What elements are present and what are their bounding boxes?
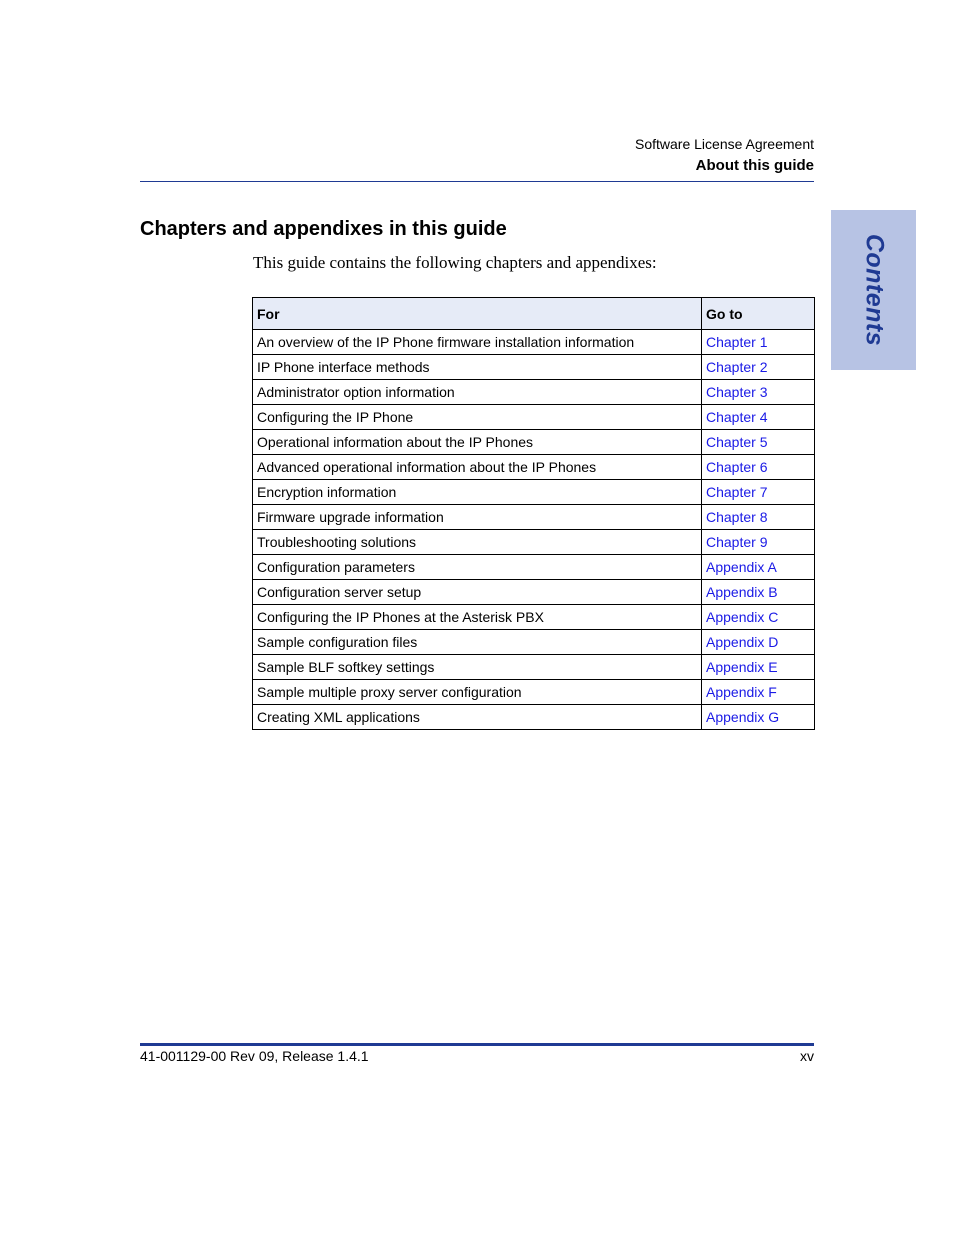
running-header-chapter: Software License Agreement [635, 136, 814, 152]
table-row [253, 455, 815, 480]
chapter-link[interactable]: Chapter 9 [706, 534, 768, 550]
row-description: Troubleshooting solutions [253, 530, 702, 555]
row-description: Configuration server setup [253, 580, 702, 605]
row-description: Configuration parameters [253, 555, 702, 580]
row-description: Firmware upgrade information [253, 505, 702, 530]
running-header-section: About this guide [695, 157, 814, 174]
table-row [253, 705, 815, 730]
column-header-go-to: Go to [702, 298, 815, 330]
table-row [253, 505, 815, 530]
chapter-link[interactable]: Chapter 8 [706, 509, 768, 525]
table-row [253, 655, 815, 680]
appendix-link[interactable]: Appendix B [706, 584, 778, 600]
table-row [253, 605, 815, 630]
table-row [253, 580, 815, 605]
appendix-link[interactable]: Appendix C [706, 609, 779, 625]
row-description: Creating XML applications [253, 705, 702, 730]
row-description: Sample configuration files [253, 630, 702, 655]
row-description: Configuring the IP Phones at the Asterisk PBX [253, 605, 702, 630]
row-description: IP Phone interface methods [253, 355, 702, 380]
appendix-link[interactable]: Appendix E [706, 659, 778, 675]
contents-tab-label: Contents [860, 233, 888, 347]
section-title: Chapters and appendixes in this guide [140, 218, 507, 240]
row-description: Operational information about the IP Phones [253, 430, 702, 455]
row-description: Configuring the IP Phone [253, 405, 702, 430]
table-row [253, 680, 815, 705]
table-row [253, 555, 815, 580]
chapter-link[interactable]: Chapter 2 [706, 359, 768, 375]
chapter-link[interactable]: Chapter 3 [706, 384, 768, 400]
appendix-link[interactable]: Appendix D [706, 634, 779, 650]
table-header-row [253, 298, 815, 330]
appendix-link[interactable]: Appendix G [706, 709, 780, 725]
footer-page-number: xv [800, 1048, 814, 1064]
table-row [253, 430, 815, 455]
row-description: Sample multiple proxy server configuration [253, 680, 702, 705]
contents-side-tab[interactable] [831, 210, 916, 370]
appendix-link[interactable]: Appendix A [706, 559, 777, 575]
row-description: Administrator option information [253, 380, 702, 405]
footer-divider [140, 1043, 814, 1046]
chapters-table [252, 297, 815, 730]
chapter-link[interactable]: Chapter 4 [706, 409, 768, 425]
row-description: Encryption information [253, 480, 702, 505]
chapter-link[interactable]: Chapter 6 [706, 459, 768, 475]
table-row [253, 380, 815, 405]
chapter-link[interactable]: Chapter 5 [706, 434, 768, 450]
column-header-for: For [253, 298, 702, 330]
table-row [253, 480, 815, 505]
table-row [253, 330, 815, 355]
row-description: Sample BLF softkey settings [253, 655, 702, 680]
footer-document-id: 41-001129-00 Rev 09, Release 1.4.1 [140, 1048, 369, 1064]
intro-paragraph: This guide contains the following chapters and appendixes: [253, 253, 657, 272]
table-row [253, 405, 815, 430]
row-description: Advanced operational information about the IP Phones [253, 455, 702, 480]
row-description: An overview of the IP Phone firmware installation information [253, 330, 702, 355]
table-row [253, 630, 815, 655]
chapter-link[interactable]: Chapter 7 [706, 484, 768, 500]
header-divider [140, 181, 814, 182]
table-row [253, 530, 815, 555]
table-row [253, 355, 815, 380]
chapter-link[interactable]: Chapter 1 [706, 334, 768, 350]
appendix-link[interactable]: Appendix F [706, 684, 777, 700]
